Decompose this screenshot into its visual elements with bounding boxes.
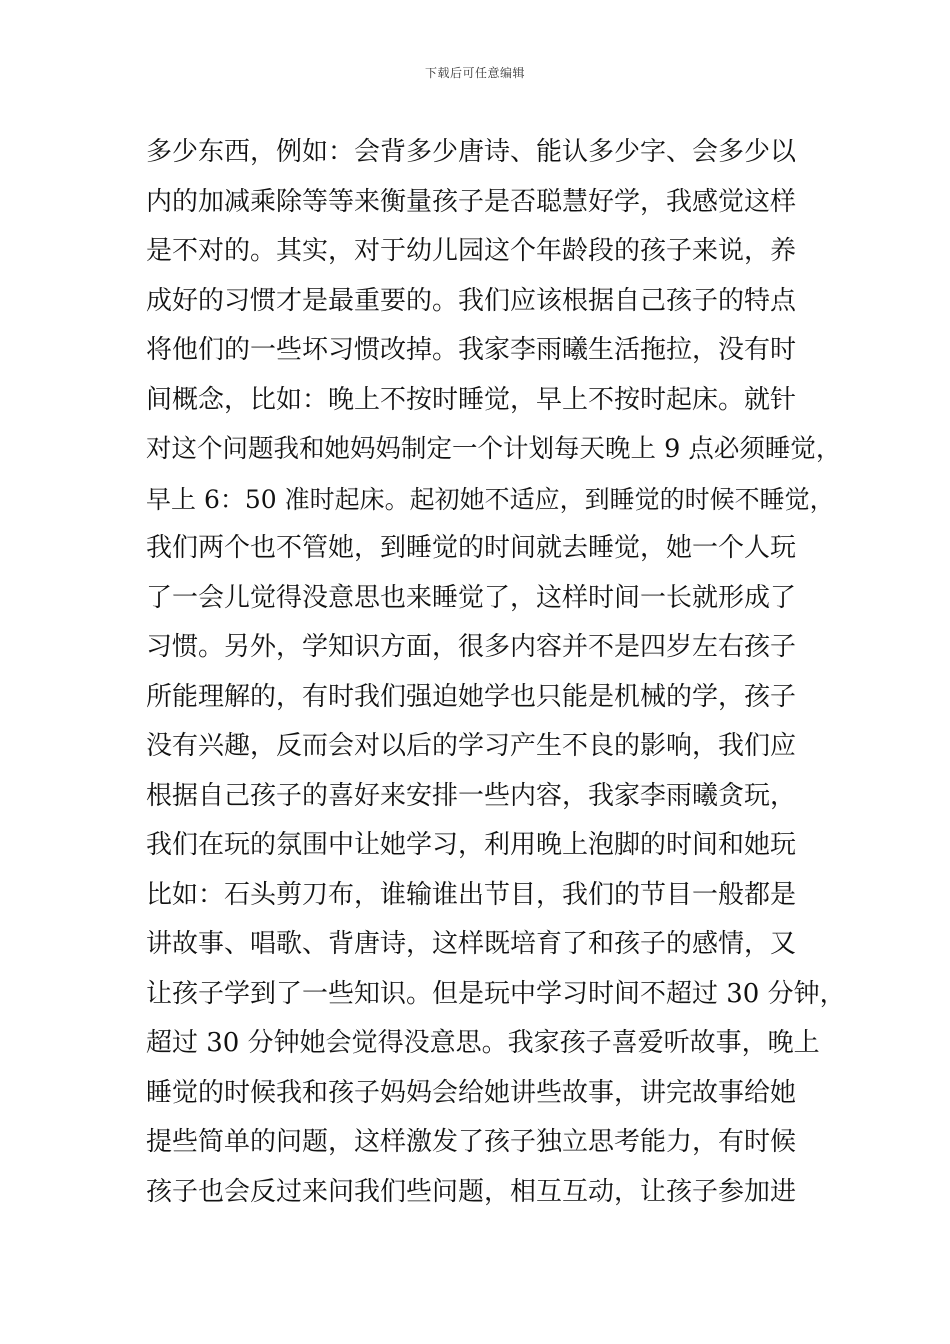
text-line: 讲故事、唱歌、背唐诗，这样既培育了和孩子的感情，又 <box>146 929 797 959</box>
text-line: 超过 30 分钟她会觉得没意思。我家孩子喜爱听故事，晚上 <box>146 1028 820 1058</box>
text-line: 提些简单的问题，这样激发了孩子独立思考能力，有时候 <box>146 1127 797 1157</box>
text-line: 睡觉的时候我和孩子妈妈会给她讲些故事，讲完故事给她 <box>146 1077 797 1108</box>
text-line: 比如：石头剪刀布，谁输谁出节目，我们的节目一般都是 <box>146 879 797 910</box>
text-line: 了一会儿觉得没意思也来睡觉了，这样时间一长就形成了 <box>146 582 797 613</box>
page-header: 下载后可任意编辑 <box>424 66 525 80</box>
text-line: 孩子也会反过来问我们些问题，相互互动，让孩子参加进 <box>146 1176 797 1207</box>
text-line: 将他们的一些坏习惯改掉。我家李雨曦生活拖拉，没有时 <box>146 335 797 365</box>
text-line: 间概念，比如：晚上不按时睡觉，早上不按时起床。就针 <box>146 384 797 415</box>
text-line: 是不对的。其实，对于幼儿园这个年龄段的孩子来说，养 <box>146 236 797 266</box>
text-line: 对这个问题我和她妈妈制定一个计划每天晚上 9 点必须睡觉， <box>146 434 842 464</box>
text-line: 内的加减乘除等等来衡量孩子是否聪慧好学，我感觉这样 <box>146 186 797 217</box>
text-line: 成好的习惯才是最重要的。我们应该根据自己孩子的特点 <box>146 285 797 316</box>
text-line: 习惯。另外，学知识方面，很多内容并不是四岁左右孩子 <box>146 632 797 662</box>
text-line: 所能理解的，有时我们强迫她学也只能是机械的学，孩子 <box>146 681 797 712</box>
text-line: 多少东西，例如：会背多少唐诗、能认多少字、会多少以 <box>146 137 797 167</box>
text-line: 我们两个也不管她，到睡觉的时间就去睡觉，她一个人玩 <box>146 533 797 563</box>
text-line: 让孩子学到了一些知识。但是玩中学习时间不超过 30 分钟， <box>146 978 846 1009</box>
text-line: 没有兴趣，反而会对以后的学习产生不良的影响，我们应 <box>146 731 797 761</box>
text-line: 根据自己孩子的喜好来安排一些内容，我家李雨曦贪玩， <box>146 780 797 811</box>
text-line: 早上 6：50 准时起床。起初她不适应，到睡觉的时候不睡觉， <box>146 484 835 514</box>
document-body <box>146 128 846 1217</box>
text-line: 我们在玩的氛围中让她学习，利用晚上泡脚的时间和她玩 <box>146 830 797 860</box>
